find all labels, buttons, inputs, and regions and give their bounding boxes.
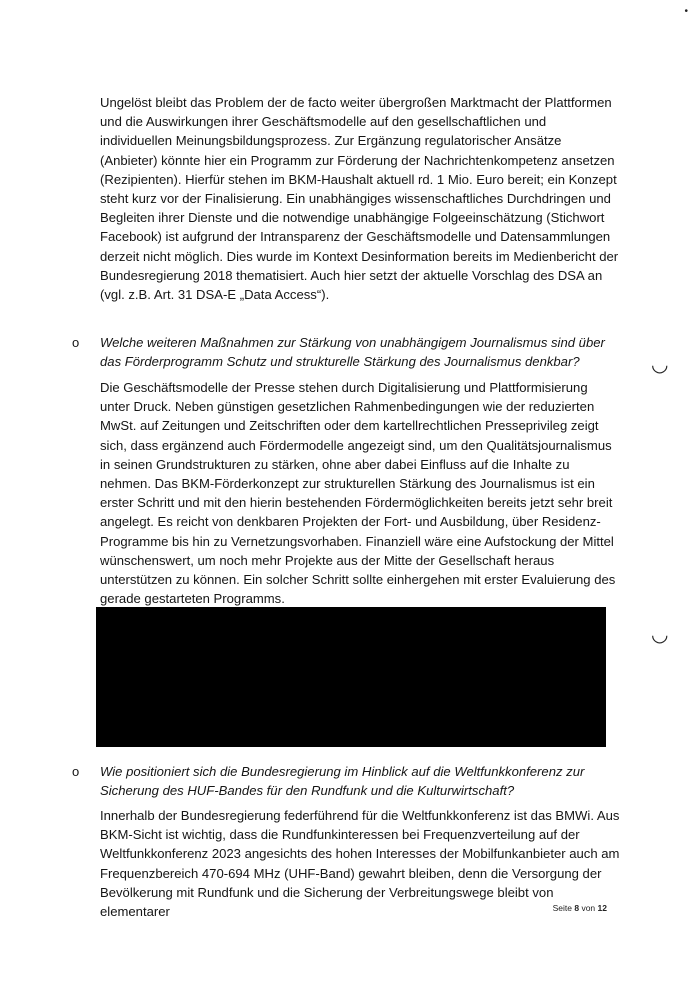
page-footer (553, 903, 607, 913)
margin-mark-1: ◡ (651, 354, 669, 376)
footer-prefix: Seite (552, 903, 572, 913)
margin-mark-2: ◡ (651, 624, 669, 646)
paragraph-platform-market-power: Ungelöst bleibt das Problem der de facto weiter übergroßen Marktmacht der Plattformen und die Auswirkungen ihrer Geschäftsmodelle auf den gesellschaftlichen und individuellen Meinungsbildungsprozess. Zur Ergänzung regulatorischer Ansätze (Anbieter) könnte hier ein Programm zur Förderung der Nachrichtenkompetenz ansetzen (Rezipienten). Hierfür stehen im BKM-Haushalt aktuell rd. 1 Mio. Euro bereit; ein Konzept steht kurz vor der Finalisierung. Ein unabhängiges wissenschaftliches Durchdringen und Begleiten ihrer Dienste und die notwendige unabhängige Folgeeinschätzung (Stichwort Facebook) ist aufgrund der Intransparenz der Geschäftsmodelle und Datensammlungen derzeit nicht möglich. Dies wurde im Kontext Desinformation bereits im Medienbericht der Bundesregierung 2018 thematisiert. Auch hier setzt der aktuelle Vorschlag des DSA an (vgl. z.B. Art. 31 DSA-E „Data Access“). (100, 95, 619, 303)
footer-page-number: 8 (574, 903, 580, 913)
paragraph-press-business-models: Die Geschäftsmodelle der Presse stehen durch Digitalisierung und Plattformisierung unter Druck. Neben günstigen gesetzlichen Rahmenbedingungen wie der reduzierten MwSt. auf Zeitungen und Zeitschriften oder dem kartellrechtlichen Presseprivileg zeigt sich, dass ergänzend auch Fördermodelle angezeigt sind, um den Qualitätsjournalismus in seinen Grundstrukturen zu stärken, ohne aber dabei Einfluss auf die Inhalte zu nehmen. Das BKM-Förderkonzept zur strukturellen Stärkung des Journalismus ist ein erster Schritt und mit den hierin bestehenden Fördermöglichkeiten bereits jetzt sehr breit angelegt. Es reicht von denkbaren Projekten der Fort- und Ausbildung, über Residenz-Programme bis hin zu Vernetzungsvorhaben. Finanziell wäre eine Aufstockung der Mittel wünschenswert, um noch mehr Projekte aus der Mitte der Gesellschaft heraus unterstützen zu können. Ein solcher Schritt sollte einhergehen mit erster Evaluierung des gerade gestarteten Programms. (100, 380, 616, 607)
bullet-question-journalism: o (72, 335, 80, 350)
question-journalism-measures: Welche weiteren Maßnahmen zur Stärkung von unabhängigem Journalismus sind über das Förderprogramm Schutz und strukturelle Stärkung des Journalismus denkbar? (100, 335, 605, 370)
footer-total-pages: 12 (597, 903, 607, 913)
bullet-question-radio-conference: o (72, 764, 80, 779)
footer-of: von (581, 903, 596, 913)
redacted-block (96, 607, 606, 747)
paragraph-bmwi-responsibility: Innerhalb der Bundesregierung federführend für die Weltfunkkonferenz ist das BMWi. Aus BKM-Sicht ist wichtig, dass die Rundfunkinteressen bei Frequenzverteilung auf der Weltfunkkonferenz 2023 angesichts des hohen Interesses der Mobilfunkanbieter auch am Frequenzbereich 470-694 MHz (UHF-Band) gewahrt bleiben, denn die Versorgung der Bevölkerung mit Rundfunk und die Sicherung der Verbreitungswege bleibt von elementarer (100, 808, 620, 920)
question-world-radio-conference: Wie positioniert sich die Bundesregierung im Hinblick auf die Weltfunkkonferenz zur Sicherung des HUF-Bandes für den Rundfunk und die Kulturwirtschaft? (100, 764, 585, 799)
corner-mark: • (684, 6, 688, 17)
